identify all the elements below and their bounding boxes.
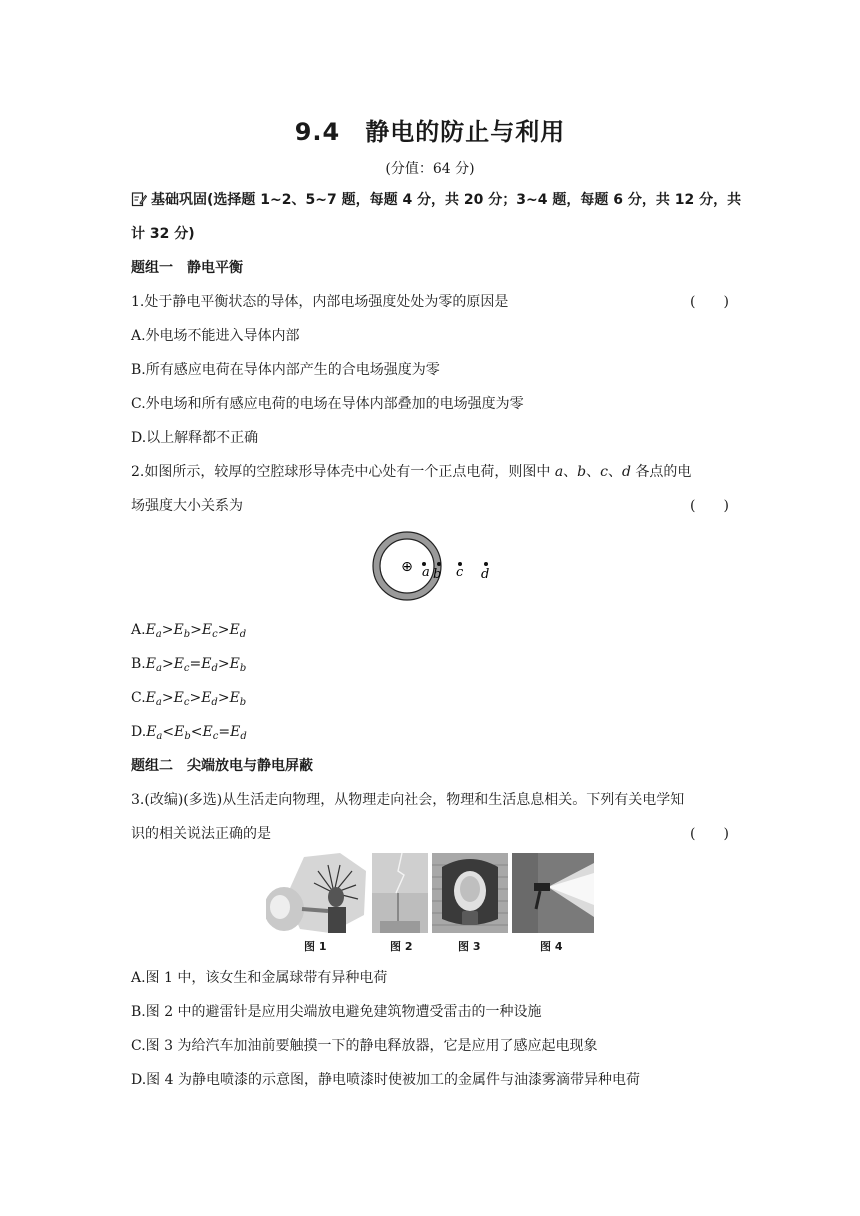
q1-option-d: D.以上解释都不正确 [131,430,259,446]
q3-stem-line2: 识的相关说法正确的是 [131,826,271,842]
q3-option-b: B.图 2 中的避雷针是应用尖端放电避免建筑物遭受雷击的一种设施 [131,1004,542,1020]
q3-answer-paren: ( ) [690,826,729,842]
q2-option-b: $B.E_a>E_c=E_d>E_b$ [131,656,247,674]
photo-caption-3: 图 3 [458,940,481,953]
q1-option-c: C.外电场和所有感应电荷的电场在导体内部叠加的电场强度为零 [131,396,524,412]
q1-option-b: B.所有感应电荷在导体内部产生的合电场强度为零 [131,362,440,378]
section-basic-line1: 基础巩固(选择题 1~2、5~7 题，每题 4 分，共 20 分；3~4 题，每题 6 分，共 12 分，共 [131,190,731,210]
point-d-dot [484,562,488,566]
photo-caption-4: 图 4 [540,940,563,953]
pencil-note-icon [131,191,147,207]
group-heading-1: 题组一 静电平衡 [131,260,243,276]
point-a-label: a [422,565,430,580]
score-subtitle: (分值：64 分) [385,161,475,177]
q2-option-d: $D.E_a<E_b<E_c=E_d$ [131,724,247,742]
photo-4-electrostatic-spray [512,853,594,933]
photo-3-static-discharger [432,853,508,933]
q1-option-a: A.外电场不能进入导体内部 [131,328,300,344]
page-title: 9.4 静电的防止与利用 [294,118,566,146]
group-heading-2: 题组二 尖端放电与静电屏蔽 [131,758,313,774]
spherical-shell-diagram [368,528,508,606]
positive-charge-symbol: ⊕ [401,559,413,575]
q3-option-a: A.图 1 中，该女生和金属球带有异种电荷 [131,970,388,986]
q2-option-a: $A.E_a>E_b>E_c>E_d$ [131,622,247,640]
point-d-label: d [481,567,490,582]
q2-stem-line2: 场强度大小关系为 [131,498,243,514]
q2-option-c: $C.E_a>E_c>E_d>E_b$ [131,690,247,708]
photo-caption-2: 图 2 [390,940,413,953]
photo-1-girl-static-hair [266,853,366,933]
q1-stem: 1.处于静电平衡状态的导体，内部电场强度处处为零的原因是 [131,294,509,310]
q3-photo-strip [266,853,596,957]
q3-option-c: C.图 3 为给汽车加油前要触摸一下的静电释放器，它是应用了感应起电现象 [131,1038,598,1054]
point-b-label: b [433,567,442,582]
photo-caption-1: 图 1 [304,940,327,953]
point-b-dot [437,562,441,566]
point-c-label: c [456,565,464,580]
section-basic-line2: 计 32 分) [131,226,195,242]
q1-answer-paren: ( ) [690,294,729,310]
q3-stem-line1: 3.(改编)(多选)从生活走向物理，从物理走向社会，物理和生活息息相关。下列有关电学知 [131,792,685,808]
q3-option-d: D.图 4 为静电喷漆的示意图，静电喷漆时使被加工的金属件与油漆雾滴带异种电荷 [131,1072,640,1088]
q2-answer-paren: ( ) [690,498,729,514]
photo-2-lightning-rod [372,853,428,933]
q2-stem-line1: 2.如图所示，较厚的空腔球形导体壳中心处有一个正点电荷，则图中 a、b、c、d 各点的电 [131,464,692,480]
